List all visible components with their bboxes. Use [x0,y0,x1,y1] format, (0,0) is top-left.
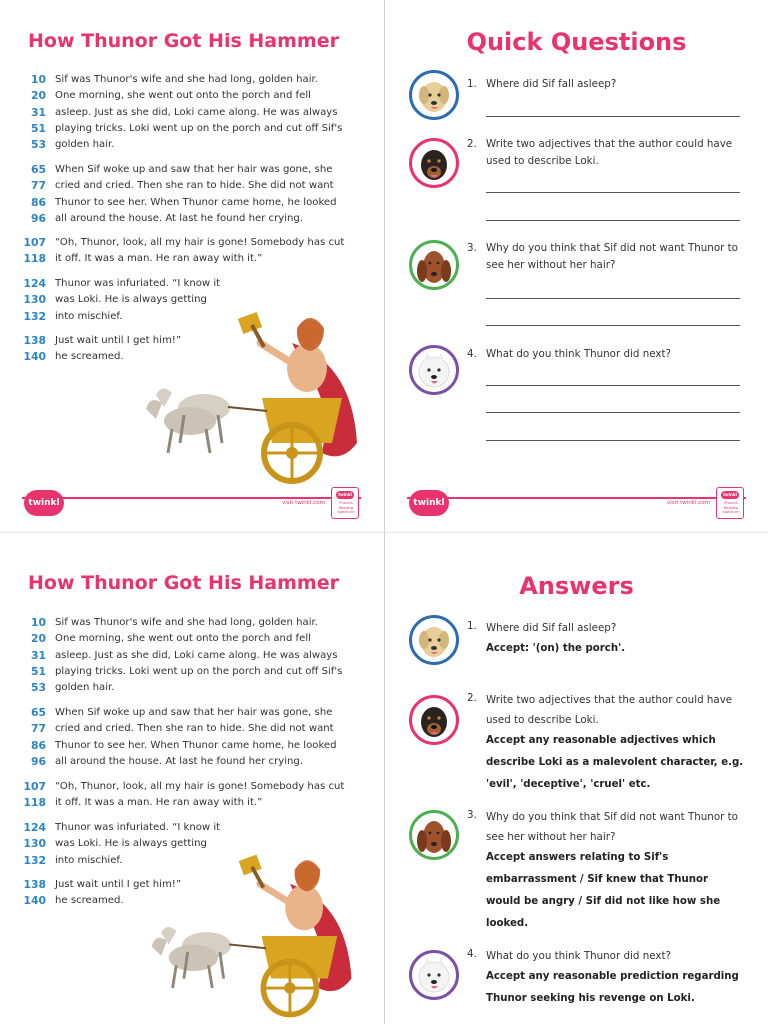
reading-badge [716,487,744,519]
question-3 [467,240,746,273]
question-2 [467,136,746,169]
line-text: One morning, she went out onto the porch and fell [55,90,311,102]
badge-logo: twinkl [336,491,354,499]
line-number: 10 [30,616,46,629]
story-page-bottom [0,540,384,1024]
line-number: 140 [23,350,46,364]
line-number: 10 [30,73,46,86]
line-number: 132 [23,853,46,867]
westie-dog-icon [409,345,459,395]
line-number: 96 [30,211,46,225]
story-line [0,680,370,696]
line-number: 86 [30,195,46,209]
line-number: 53 [30,138,46,152]
line-text: cried and cried. Then she ran to hide. She did not want [55,180,334,192]
thunor-chariot-illustration [142,846,364,1024]
question-text: Write two adjectives that the author could have used to describe Loki. [486,138,733,167]
question-number: 4. [467,948,477,960]
rottweiler-dog-icon [409,138,459,188]
story-line [0,820,370,836]
story-paragraph-3 [0,235,370,268]
line-text: asleep. Just as she did, Loki came along. He was always [55,649,338,661]
footer [0,487,383,527]
labrador-dog-icon [409,615,459,665]
story-paragraph-1 [0,615,370,696]
answer-line[interactable] [486,385,740,386]
line-text: Just wait until I get him!” [55,335,182,346]
question-number: 2. [467,138,477,150]
story-line [0,121,370,137]
story-line [0,738,370,754]
story-paragraph-1 [0,72,370,153]
line-text: Just wait until I get him!” [55,879,182,890]
line-text: it off. It was a man. He ran away with it.” [55,253,263,265]
westie-dog-icon [409,950,459,1000]
visit-link[interactable]: visit twinkl.com [667,500,710,506]
story-paragraph-3 [0,779,370,812]
story-title: How Thunor Got His Hammer [28,30,339,52]
story-line [0,705,370,721]
question-text: What do you think Thunor did next? [486,950,671,962]
line-number: 31 [30,105,46,119]
line-text: into mischief. [55,854,123,866]
line-number: 138 [23,334,46,347]
answers-title: Answers [519,572,634,600]
question-4 [467,346,746,363]
answer-line[interactable] [486,220,740,221]
page-divider-horizontal [0,532,768,533]
line-number: 124 [23,821,46,834]
question-number: 2. [467,692,477,704]
line-number: 140 [23,894,46,908]
line-number: 107 [23,780,46,793]
story-paragraph-2 [0,162,370,227]
question-text: Write two adjectives that the author could have used to describe Loki. [486,694,733,726]
bloodhound-dog-icon [409,810,459,860]
story-title: How Thunor Got His Hammer [28,572,339,594]
line-number: 130 [23,837,46,851]
line-text: all around the house. At last he found her crying. [55,755,304,767]
answer-item-4 [467,946,746,1010]
visit-link[interactable]: visit twinkl.com [282,500,325,506]
line-text: playing tricks. Loki went up on the porch and cut off Sif's [55,665,343,677]
question-number: 3. [467,809,477,821]
line-number: 96 [30,754,46,768]
question-number: 4. [467,348,477,360]
question-number: 1. [467,620,477,632]
story-line [0,72,370,88]
badge-text: Phonics Reading Spectrum [722,501,740,514]
rottweiler-dog-icon [409,695,459,745]
line-number: 51 [30,121,46,135]
line-number: 65 [30,706,46,719]
twinkl-logo-icon[interactable]: twinkl [24,490,64,516]
line-text: playing tricks. Loki went up on the porch and cut off Sif's [55,122,343,134]
story-line [0,105,370,121]
question-number: 3. [467,242,477,254]
story-line [0,631,370,647]
answer-text: Accept answers relating to Sif's embarrassment / Sif knew that Thunor would be angry / Sif did not like how she looked. [486,852,721,929]
twinkl-logo-icon[interactable]: twinkl [409,490,449,516]
story-line [0,779,370,795]
footer-rule [22,497,361,499]
story-page-top [0,0,384,530]
line-number: 51 [30,664,46,678]
line-number: 118 [23,796,46,810]
question-text: Why do you think that Sif did not want Thunor to see her without her hair? [486,242,738,271]
question-text: What do you think Thunor did next? [486,348,671,360]
story-line [0,754,370,770]
story-line [0,276,370,292]
line-text: “Oh, Thunor, look, all my hair is gone! Somebody has cut [55,781,345,792]
line-text: “Oh, Thunor, look, all my hair is gone! Somebody has cut [55,237,345,248]
line-text: golden hair. [55,682,115,694]
line-text: he screamed. [55,351,124,363]
line-text: Sif was Thunor's wife and she had long, golden hair. [55,74,318,85]
answer-line[interactable] [486,325,740,326]
line-text: asleep. Just as she did, Loki came along. He was always [55,106,338,118]
line-number: 138 [23,878,46,891]
line-number: 130 [23,293,46,307]
story-line [0,615,370,631]
answer-item-1 [467,618,746,660]
answer-line[interactable] [486,192,740,193]
question-text: Where did Sif fall asleep? [486,78,617,90]
line-text: was Loki. He is always getting [55,294,207,306]
line-number: 124 [23,277,46,290]
answer-line[interactable] [486,412,740,413]
line-text: Sif was Thunor's wife and she had long, golden hair. [55,617,318,628]
story-line [0,795,370,811]
line-number: 65 [30,163,46,176]
line-text: he screamed. [55,895,124,907]
answer-text: Accept: '(on) the porch'. [486,643,626,654]
footer-rule [407,497,746,499]
answer-line[interactable] [486,298,740,299]
answers-page [385,540,768,1024]
badge-logo: twinkl [721,491,739,499]
line-number: 31 [30,648,46,662]
labrador-dog-icon [409,70,459,120]
story-line [0,648,370,664]
answer-line[interactable] [486,440,740,441]
story-line [0,211,370,227]
story-line [0,195,370,211]
line-text: Thunor was infuriated. “I know it [55,278,221,289]
line-number: 132 [23,309,46,323]
line-number: 20 [30,89,46,103]
story-line [0,162,370,178]
line-number: 107 [23,236,46,249]
line-text: Thunor to see her. When Thunor came home, he looked [55,196,337,208]
question-text: Why do you think that Sif did not want Thunor to see her without her hair? [486,811,738,843]
questions-title: Quick Questions [466,28,687,56]
line-text: When Sif woke up and saw that her hair was gone, she [55,164,333,175]
answer-item-3 [467,807,746,935]
story-line [0,137,370,153]
line-text: cried and cried. Then she ran to hide. She did not want [55,723,334,735]
line-text: golden hair. [55,139,115,151]
answer-line[interactable] [486,116,740,117]
story-line [0,178,370,194]
answer-text: Accept any reasonable prediction regarding Thunor seeking his revenge on Loki. [486,971,739,1004]
question-number: 1. [467,78,477,90]
footer [385,487,768,527]
line-text: When Sif woke up and saw that her hair was gone, she [55,707,333,718]
story-paragraph-2 [0,705,370,770]
question-text: Where did Sif fall asleep? [486,622,617,634]
badge-text: Phonics Reading Spectrum [337,501,355,514]
line-text: Thunor was infuriated. “I know it [55,822,221,833]
line-number: 77 [30,722,46,736]
question-1 [467,76,746,93]
bloodhound-dog-icon [409,240,459,290]
line-text: was Loki. He is always getting [55,838,207,850]
answer-item-2 [467,690,746,796]
reading-badge [331,487,359,519]
thunor-chariot-illustration [142,303,364,491]
story-line [0,664,370,680]
line-number: 53 [30,681,46,695]
story-line [0,235,370,251]
line-text: Thunor to see her. When Thunor came home, he looked [55,739,337,751]
line-text: into mischief. [55,310,123,322]
line-number: 86 [30,738,46,752]
questions-page [385,0,768,530]
line-text: all around the house. At last he found her crying. [55,212,304,224]
line-text: it off. It was a man. He ran away with it.” [55,797,263,809]
line-number: 118 [23,252,46,266]
story-line [0,721,370,737]
story-line [0,251,370,267]
story-line [0,88,370,104]
answer-text: Accept any reasonable adjectives which describe Loki as a malevolent character, e.g. 'evil', 'deceptive', 'cruel' etc. [486,735,744,790]
line-number: 77 [30,179,46,193]
line-number: 20 [30,632,46,646]
line-text: One morning, she went out onto the porch and fell [55,633,311,645]
